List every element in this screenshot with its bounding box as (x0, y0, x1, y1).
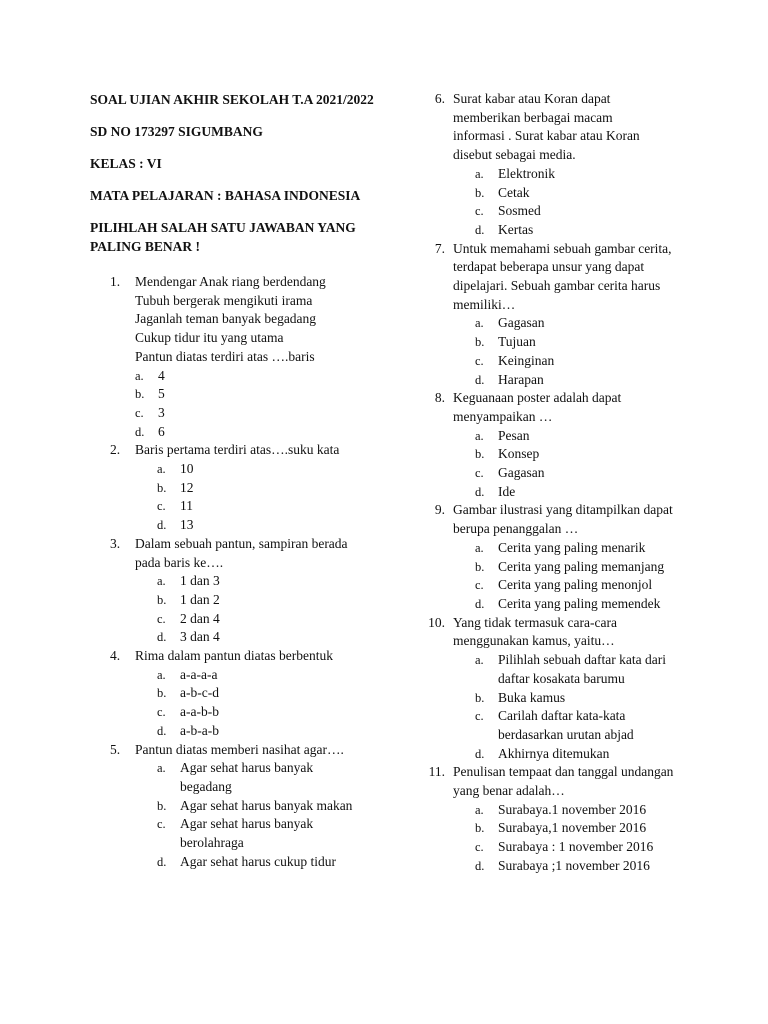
instruction: PILIHLAH SALAH SATU JAWABAN YANG PALING BENAR ! (90, 220, 356, 254)
option-letter: d. (475, 746, 485, 761)
question-text-line: Surat kabar atau Koran dapat (453, 91, 611, 106)
question-text-line: Cukup tidur itu yang utama (135, 330, 284, 346)
option-letter: c. (475, 466, 484, 481)
option-letter: c. (475, 840, 484, 855)
answer-option (453, 576, 698, 595)
option-text: Cerita yang paling menonjol (498, 577, 653, 593)
option-letter: c. (157, 611, 166, 626)
option-text: Surabaya,1 november 2016 (498, 820, 647, 836)
option-letter: d. (157, 630, 167, 645)
question-number: 3. (110, 535, 121, 551)
question-number: 2. (110, 442, 121, 458)
options-list (453, 314, 698, 389)
option-letter: a. (475, 802, 484, 817)
answer-option (135, 610, 390, 629)
option-text: Cerita yang paling menarik (498, 539, 646, 555)
question-number: 9. (434, 502, 445, 518)
option-letter: b. (475, 335, 485, 350)
options-list (453, 651, 698, 763)
answer-option (453, 445, 698, 464)
question-text-line: memberikan berbagai macam (453, 109, 613, 125)
option-letter: a. (157, 574, 166, 589)
option-text: Harapan (498, 371, 544, 387)
question-text-line: Yang tidak termasuk cara-cara (453, 614, 617, 630)
answer-option (135, 666, 390, 685)
option-text: Surabaya : 1 november 2016 (498, 839, 654, 855)
answer-option (453, 857, 698, 876)
option-letter: c. (135, 405, 144, 420)
question-number: 5. (110, 741, 121, 757)
option-letter: b. (157, 480, 167, 495)
option-text: daftar kosakata barumu (498, 670, 625, 686)
option-text: 5 (158, 386, 165, 402)
option-text: 3 dan 4 (180, 629, 220, 645)
option-text: a-a-a-a (180, 666, 218, 682)
option-text: Agar sehat harus cukup tidur (180, 853, 336, 869)
answer-option (135, 591, 390, 610)
option-text: Surabaya.1 november 2016 (498, 801, 647, 817)
option-letter: a. (157, 667, 166, 682)
option-text: Agar sehat harus banyak makan (180, 797, 353, 813)
answer-option (453, 745, 698, 764)
option-text: Gagasan (498, 465, 545, 481)
option-text: Kertas (498, 221, 534, 237)
option-text: Sosmed (498, 203, 541, 219)
option-letter: b. (157, 592, 167, 607)
options-list (135, 759, 390, 871)
option-text: Elektronik (498, 165, 555, 181)
question-item (90, 535, 390, 647)
question-text-line: menyampaikan … (453, 408, 553, 424)
question-text-line: Pantun diatas memberi nasihat agar…. (135, 741, 344, 757)
question-text-line: informasi . Surat kabar atau Koran (453, 128, 640, 144)
question-text-line: Pantun diatas terdiri atas ….baris (135, 348, 315, 364)
answer-option (453, 838, 698, 857)
option-text: Konsep (498, 446, 540, 462)
question-text-line: dipelajari. Sebuah gambar cerita harus (453, 278, 661, 294)
option-letter: a. (135, 368, 144, 383)
option-text: berolahraga (180, 835, 244, 851)
option-text: Cerita yang paling memanjang (498, 558, 665, 574)
answer-option (135, 497, 390, 516)
question-text-line: pada baris ke…. (135, 554, 224, 570)
class-label: KELAS : VI (90, 156, 162, 171)
question-text-line: terdapat beberapa unsur yang dapat (453, 259, 645, 275)
subject-label: MATA PELAJARAN : BAHASA INDONESIA (90, 188, 361, 203)
question-text-line: Keguanaan poster adalah dapat (453, 390, 622, 406)
option-text: Keinginan (498, 352, 555, 368)
option-letter: b. (157, 798, 167, 813)
option-letter: b. (475, 447, 485, 462)
left-column (90, 90, 390, 872)
answer-option (135, 385, 390, 404)
question-text-line: Penulisan tempaat dan tanggal undangan (453, 764, 674, 780)
answer-option (453, 333, 698, 352)
option-letter: c. (475, 578, 484, 593)
answer-option (135, 703, 390, 722)
question-text-line: Baris pertama terdiri atas….suku kata (135, 442, 340, 458)
question-text-line: Untuk memahami sebuah gambar cerita, (453, 240, 672, 256)
option-text: Carilah daftar kata-kata (498, 708, 626, 724)
answer-option (135, 404, 390, 423)
options-list (135, 666, 390, 741)
question-number: 1. (110, 274, 121, 289)
answer-option (453, 801, 698, 820)
option-text: Ide (498, 483, 516, 499)
option-letter: c. (157, 705, 166, 720)
option-text: 2 dan 4 (180, 610, 220, 626)
option-text: Cerita yang paling memendek (498, 595, 661, 611)
question-text-line: memiliki… (453, 296, 516, 312)
option-letter: c. (475, 353, 484, 368)
question-text-line: Mendengar Anak riang berdendang (135, 274, 326, 289)
question-number: 11. (428, 764, 445, 780)
answer-option (135, 516, 390, 535)
answer-option (453, 352, 698, 371)
option-letter: d. (475, 858, 485, 873)
option-text: Agar sehat harus banyak (180, 816, 314, 832)
question-list-left (90, 273, 390, 872)
question-item (408, 614, 698, 764)
options-list (135, 572, 390, 647)
answer-option (135, 684, 390, 703)
option-letter: a. (157, 462, 166, 477)
option-letter: a. (157, 761, 166, 776)
option-letter: d. (157, 723, 167, 738)
answer-option (453, 483, 698, 502)
question-text-line: Jaganlah teman banyak begadang (135, 311, 317, 327)
option-letter: b. (135, 387, 145, 402)
option-text: Buka kamus (498, 689, 566, 705)
options-list (453, 801, 698, 876)
question-text-line: berupa penanggalan … (453, 521, 579, 537)
answer-option (135, 628, 390, 647)
answer-option (453, 558, 698, 577)
answer-option (135, 460, 390, 479)
option-text: Pesan (498, 427, 530, 443)
option-letter: b. (475, 821, 485, 836)
option-letter: c. (475, 204, 484, 219)
options-list (453, 539, 698, 614)
question-item (90, 741, 390, 872)
option-text: 13 (180, 517, 194, 533)
answer-option (135, 572, 390, 591)
answer-option (453, 707, 698, 744)
question-text-line: Gambar ilustrasi yang ditampilkan dapat (453, 502, 673, 518)
option-text: 4 (158, 367, 165, 383)
answer-option (453, 184, 698, 203)
question-number: 8. (434, 390, 445, 406)
answer-option (453, 221, 698, 240)
option-letter: d. (475, 484, 485, 499)
question-text-line: Dalam sebuah pantun, sampiran berada (135, 535, 348, 551)
option-text: Agar sehat harus banyak (180, 760, 314, 776)
option-letter: c. (157, 499, 166, 514)
question-text-line: yang benar adalah… (453, 783, 565, 799)
question-text-line: Rima dalam pantun diatas berbentuk (135, 648, 333, 664)
answer-option (453, 689, 698, 708)
option-letter: d. (475, 596, 485, 611)
answer-option (453, 314, 698, 333)
question-number: 7. (434, 240, 445, 256)
options-list (453, 427, 698, 502)
answer-option (135, 722, 390, 741)
option-letter: b. (475, 185, 485, 200)
answer-option (453, 371, 698, 390)
option-text: 10 (180, 461, 194, 477)
option-text: Cetak (498, 184, 530, 200)
answer-option (135, 797, 390, 816)
option-letter: d. (475, 372, 485, 387)
question-item (90, 441, 390, 535)
option-text: 12 (180, 479, 194, 495)
option-letter: a. (475, 166, 484, 181)
option-letter: c. (157, 817, 166, 832)
question-item (90, 273, 390, 441)
option-letter: a. (475, 653, 484, 668)
option-letter: b. (475, 690, 485, 705)
question-item (408, 501, 698, 613)
option-text: 6 (158, 423, 165, 439)
answer-option (453, 595, 698, 614)
options-list (135, 367, 390, 442)
option-text: a-b-a-b (180, 722, 219, 738)
option-letter: a. (475, 316, 484, 331)
answer-option (453, 539, 698, 558)
option-letter: d. (475, 222, 485, 237)
option-letter: d. (135, 424, 145, 439)
question-item (408, 763, 698, 875)
answer-option (453, 819, 698, 838)
question-list-right (408, 90, 698, 876)
question-item (408, 389, 698, 501)
question-text-line: menggunakan kamus, yaitu… (453, 633, 615, 649)
answer-option (453, 651, 698, 688)
option-text: 1 dan 2 (180, 591, 220, 607)
option-text: berdasarkan urutan abjad (498, 726, 634, 742)
question-text-line: Tubuh bergerak mengikuti irama (135, 292, 313, 308)
option-letter: b. (157, 686, 167, 701)
question-item (408, 240, 698, 390)
option-text: Gagasan (498, 315, 545, 331)
question-item (90, 647, 390, 741)
answer-option (135, 759, 390, 796)
option-letter: d. (157, 854, 167, 869)
option-text: Surabaya ;1 november 2016 (498, 857, 650, 873)
question-text-line: disebut sebagai media. (453, 147, 576, 163)
option-text: 11 (180, 498, 193, 514)
school-name: SD NO 173297 SIGUMBANG (90, 124, 263, 139)
options-list (453, 165, 698, 240)
answer-option (135, 479, 390, 498)
option-letter: c. (475, 709, 484, 724)
option-text: 3 (158, 404, 165, 420)
option-letter: a. (475, 540, 484, 555)
answer-option (135, 815, 390, 852)
option-text: Akhirnya ditemukan (498, 745, 610, 761)
option-letter: d. (157, 518, 167, 533)
option-text: 1 dan 3 (180, 573, 220, 589)
question-item (408, 90, 698, 240)
question-number: 10. (428, 614, 445, 630)
exam-title: SOAL UJIAN AKHIR SEKOLAH T.A 2021/2022 (90, 92, 374, 107)
option-letter: b. (475, 559, 485, 574)
answer-option (453, 427, 698, 446)
option-text: a-a-b-b (180, 704, 219, 720)
option-text: Pilihlah sebuah daftar kata dari (498, 652, 666, 668)
answer-option (453, 165, 698, 184)
answer-option (135, 423, 390, 442)
option-text: Tujuan (498, 334, 536, 350)
answer-option (453, 202, 698, 221)
answer-option (135, 853, 390, 872)
answer-option (135, 367, 390, 386)
option-text: a-b-c-d (180, 685, 219, 701)
option-text: begadang (180, 778, 232, 794)
answer-option (453, 464, 698, 483)
question-number: 4. (110, 648, 121, 664)
option-letter: a. (475, 428, 484, 443)
right-column (408, 90, 698, 876)
options-list (135, 460, 390, 535)
question-number: 6. (434, 91, 445, 106)
